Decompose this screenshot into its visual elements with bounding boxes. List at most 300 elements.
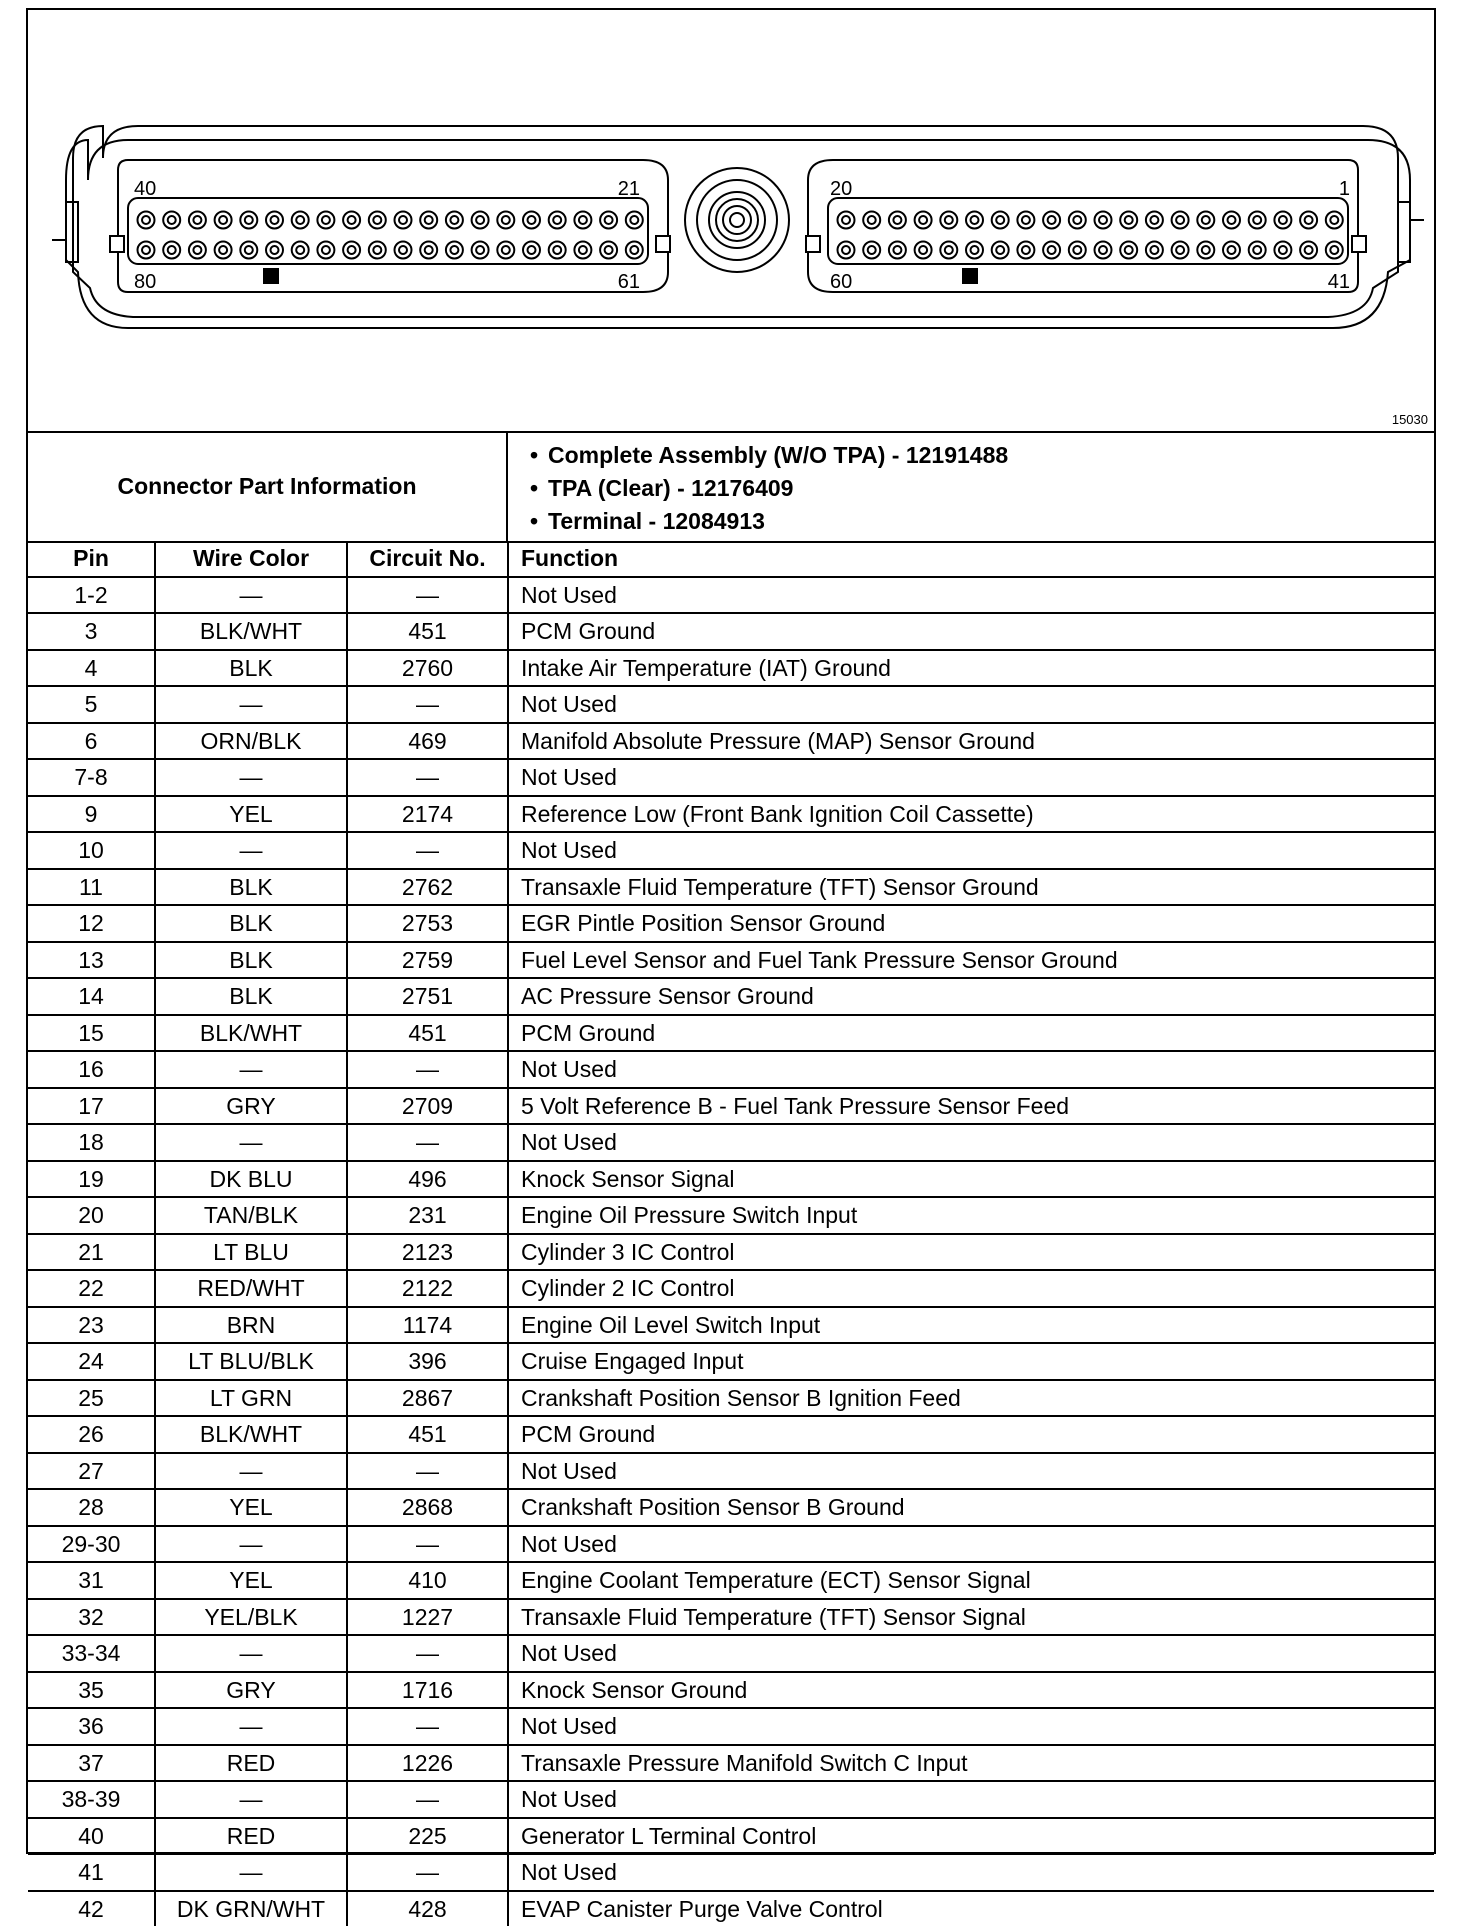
terminal-cavity <box>842 216 850 224</box>
terminal-cavity <box>219 216 227 224</box>
terminal-cavity <box>1043 212 1060 229</box>
function-cell: Knock Sensor Ground <box>508 1672 1434 1709</box>
terminal-cavity <box>1197 212 1214 229</box>
circuit-no-cell: 451 <box>347 1416 508 1453</box>
part-item <box>520 472 1008 505</box>
table-row <box>28 1781 1434 1818</box>
bullet-icon: • <box>520 439 548 472</box>
table-row <box>28 1343 1434 1380</box>
pin-cell: 3 <box>28 613 155 650</box>
pin-label-40: 40 <box>134 178 156 200</box>
table-row <box>28 1380 1434 1417</box>
table-row <box>28 942 1434 979</box>
wire-color-cell: BLK <box>155 905 347 942</box>
circuit-no-cell: 469 <box>347 723 508 760</box>
pin-cell: 27 <box>28 1453 155 1490</box>
terminal-cavity <box>317 212 334 229</box>
terminal-cavity <box>240 212 257 229</box>
function-cell: Not Used <box>508 1781 1434 1818</box>
function-cell: Not Used <box>508 1124 1434 1161</box>
terminal-cavity <box>1073 246 1081 254</box>
circuit-no-cell: 2868 <box>347 1489 508 1526</box>
wire-color-cell: — <box>155 1453 347 1490</box>
table-row <box>28 759 1434 796</box>
terminal-cavity <box>630 246 638 254</box>
pin-cell: 40 <box>28 1818 155 1855</box>
pin-label-60: 60 <box>830 271 852 293</box>
figure-number: 15030 <box>1392 412 1428 427</box>
terminal-cavity <box>476 216 484 224</box>
part-text: TPA (Clear) - 12176409 <box>548 475 793 501</box>
terminal-cavity <box>163 212 180 229</box>
terminal-cavity <box>271 216 279 224</box>
terminal-cavity <box>1279 216 1287 224</box>
circuit-no-cell: 231 <box>347 1197 508 1234</box>
terminal-cavity <box>1274 212 1291 229</box>
function-cell: Reference Low (Front Bank Ignition Coil Cassette) <box>508 796 1434 833</box>
bullet-icon: • <box>520 472 548 505</box>
pin-cell: 10 <box>28 832 155 869</box>
function-cell: Not Used <box>508 1854 1434 1891</box>
terminal-cavity <box>1326 212 1343 229</box>
terminal-cavity <box>472 242 489 259</box>
wire-color-cell: ORN/BLK <box>155 723 347 760</box>
wire-color-cell: — <box>155 1526 347 1563</box>
terminal-cavity <box>966 212 983 229</box>
circuit-no-cell: — <box>347 1453 508 1490</box>
terminal-cavity <box>915 242 932 259</box>
pin-cell: 6 <box>28 723 155 760</box>
function-cell: Cruise Engaged Input <box>508 1343 1434 1380</box>
header-pin: Pin <box>28 541 155 577</box>
terminal-cavity <box>579 216 587 224</box>
terminal-cavity <box>528 216 536 224</box>
terminal-cavity <box>450 216 458 224</box>
table-row <box>28 832 1434 869</box>
function-cell: Not Used <box>508 1708 1434 1745</box>
terminal-cavity <box>343 242 360 259</box>
terminal-cavity <box>1022 246 1030 254</box>
pin-cell: 17 <box>28 1088 155 1125</box>
function-cell: Transaxle Fluid Temperature (TFT) Sensor Signal <box>508 1599 1434 1636</box>
terminal-cavity <box>1069 212 1086 229</box>
terminal-cavity <box>971 216 979 224</box>
terminal-cavity <box>1249 242 1266 259</box>
wire-color-cell: — <box>155 1635 347 1672</box>
terminal-cavity <box>945 246 953 254</box>
terminal-cavity <box>292 242 309 259</box>
pin-cell: 4 <box>28 650 155 687</box>
pin-cell: 23 <box>28 1307 155 1344</box>
wire-color-cell: GRY <box>155 1672 347 1709</box>
pin-cell: 20 <box>28 1197 155 1234</box>
terminal-cavity <box>425 216 433 224</box>
terminal-cavity <box>940 242 957 259</box>
pin-cell: 33-34 <box>28 1635 155 1672</box>
terminal-cavity <box>369 212 386 229</box>
table-row <box>28 905 1434 942</box>
wire-color-cell: YEL <box>155 1562 347 1599</box>
terminal-cavity <box>348 216 356 224</box>
terminal-cavity <box>600 212 617 229</box>
table-row <box>28 1891 1434 1926</box>
wire-color-cell: — <box>155 832 347 869</box>
function-cell: Not Used <box>508 1051 1434 1088</box>
wire-color-cell: YEL <box>155 1489 347 1526</box>
table-row <box>28 1526 1434 1563</box>
pin-cell: 22 <box>28 1270 155 1307</box>
terminal-cavity <box>138 242 155 259</box>
terminal-cavity <box>296 216 304 224</box>
table-row <box>28 1599 1434 1636</box>
wire-color-cell: BLK/WHT <box>155 1416 347 1453</box>
terminal-cavity <box>1249 212 1266 229</box>
terminal-cavity <box>574 212 591 229</box>
terminal-cavity <box>1125 216 1133 224</box>
terminal-cavity <box>868 216 876 224</box>
table-row <box>28 1416 1434 1453</box>
circuit-no-cell: 1174 <box>347 1307 508 1344</box>
terminal-cavity <box>1202 246 1210 254</box>
pin-cell: 14 <box>28 978 155 1015</box>
function-cell: Transaxle Fluid Temperature (TFT) Sensor Ground <box>508 869 1434 906</box>
function-cell: EVAP Canister Purge Valve Control <box>508 1891 1434 1926</box>
part-text: Complete Assembly (W/O TPA) - 12191488 <box>548 442 1008 468</box>
table-row <box>28 577 1434 614</box>
wire-color-cell: LT BLU/BLK <box>155 1343 347 1380</box>
terminal-cavity <box>1022 216 1030 224</box>
function-cell: Not Used <box>508 686 1434 723</box>
circuit-no-cell: — <box>347 832 508 869</box>
function-cell: Crankshaft Position Sensor B Ground <box>508 1489 1434 1526</box>
pin-cell: 9 <box>28 796 155 833</box>
wire-color-cell: — <box>155 1708 347 1745</box>
terminal-cavity <box>420 242 437 259</box>
terminal-cavity <box>996 216 1004 224</box>
circuit-no-cell: 2123 <box>347 1234 508 1271</box>
terminal-cavity <box>605 216 613 224</box>
terminal-cavity <box>1305 246 1313 254</box>
function-cell: Cylinder 3 IC Control <box>508 1234 1434 1271</box>
terminal-cavity <box>168 216 176 224</box>
function-cell: Manifold Absolute Pressure (MAP) Sensor Ground <box>508 723 1434 760</box>
terminal-cavity <box>523 212 540 229</box>
terminal-cavity <box>163 242 180 259</box>
wire-color-cell: LT BLU <box>155 1234 347 1271</box>
terminal-cavity <box>472 212 489 229</box>
terminal-cavity <box>1274 242 1291 259</box>
terminal-cavity <box>1150 246 1158 254</box>
circuit-no-cell: 2760 <box>347 650 508 687</box>
function-cell: Not Used <box>508 1453 1434 1490</box>
pin-cell: 24 <box>28 1343 155 1380</box>
pin-label-41: 41 <box>1328 271 1350 293</box>
function-cell: Engine Oil Level Switch Input <box>508 1307 1434 1344</box>
terminal-cavity <box>868 246 876 254</box>
function-cell: PCM Ground <box>508 613 1434 650</box>
terminal-cavity <box>420 212 437 229</box>
function-cell: Not Used <box>508 832 1434 869</box>
terminal-cavity <box>142 246 150 254</box>
wire-color-cell: DK GRN/WHT <box>155 1891 347 1926</box>
terminal-cavity <box>574 242 591 259</box>
pin-cell: 21 <box>28 1234 155 1271</box>
pin-cell: 35 <box>28 1672 155 1709</box>
terminal-cavity <box>369 242 386 259</box>
function-cell: Not Used <box>508 577 1434 614</box>
function-cell: Crankshaft Position Sensor B Ignition Feed <box>508 1380 1434 1417</box>
pin-cell: 38-39 <box>28 1781 155 1818</box>
pin-label-20: 20 <box>830 178 852 200</box>
terminal-cavity <box>189 242 206 259</box>
terminal-cavity <box>138 212 155 229</box>
terminal-cavity <box>497 242 514 259</box>
pin-cell: 41 <box>28 1854 155 1891</box>
function-cell: Knock Sensor Signal <box>508 1161 1434 1198</box>
terminal-cavity <box>549 212 566 229</box>
circuit-no-cell: 1226 <box>347 1745 508 1782</box>
terminal-cavity <box>1150 216 1158 224</box>
part-item <box>520 505 1008 538</box>
table-row <box>28 1818 1434 1855</box>
terminal-cavity <box>1017 212 1034 229</box>
terminal-cavity <box>215 212 232 229</box>
table-row <box>28 796 1434 833</box>
terminal-cavity <box>446 212 463 229</box>
terminal-cavity <box>966 242 983 259</box>
terminal-cavity <box>893 216 901 224</box>
pin-label-80: 80 <box>134 271 156 293</box>
circuit-no-cell: 2709 <box>347 1088 508 1125</box>
terminal-cavity <box>1043 242 1060 259</box>
pin-label-61: 61 <box>618 271 640 293</box>
header-circuit-no: Circuit No. <box>347 541 508 577</box>
table-row <box>28 1197 1434 1234</box>
circuit-no-cell: — <box>347 1635 508 1672</box>
terminal-cavity <box>600 242 617 259</box>
circuit-no-cell: 1716 <box>347 1672 508 1709</box>
wire-color-cell: — <box>155 759 347 796</box>
terminal-cavity <box>1176 246 1184 254</box>
function-cell: Generator L Terminal Control <box>508 1818 1434 1855</box>
terminal-cavity <box>1330 216 1338 224</box>
terminal-cavity <box>1073 216 1081 224</box>
wire-color-cell: YEL/BLK <box>155 1599 347 1636</box>
circuit-no-cell: 2759 <box>347 942 508 979</box>
terminal-cavities <box>138 212 1343 259</box>
terminal-cavity <box>553 216 561 224</box>
pin-label-21: 21 <box>618 178 640 200</box>
table-row <box>28 1562 1434 1599</box>
circuit-no-cell: 410 <box>347 1562 508 1599</box>
connector-face-diagram <box>28 10 1434 431</box>
terminal-cavity <box>863 212 880 229</box>
terminal-cavity <box>168 246 176 254</box>
terminal-cavity <box>1228 216 1236 224</box>
terminal-cavity <box>193 216 201 224</box>
wire-color-cell: BLK <box>155 869 347 906</box>
circuit-no-cell: — <box>347 1708 508 1745</box>
wire-color-cell: YEL <box>155 796 347 833</box>
pin-cell: 7-8 <box>28 759 155 796</box>
connector-pinout-document <box>26 8 1436 1854</box>
terminal-cavity <box>502 246 510 254</box>
terminal-cavity <box>1197 242 1214 259</box>
terminal-cavity <box>1279 246 1287 254</box>
function-cell: AC Pressure Sensor Ground <box>508 978 1434 1015</box>
pin-cell: 42 <box>28 1891 155 1926</box>
terminal-cavity <box>528 246 536 254</box>
terminal-cavity <box>1253 216 1261 224</box>
pin-cell: 25 <box>28 1380 155 1417</box>
wire-color-cell: — <box>155 1124 347 1161</box>
circuit-no-cell: 496 <box>347 1161 508 1198</box>
circuit-no-cell: — <box>347 1854 508 1891</box>
pin-cell: 5 <box>28 686 155 723</box>
terminal-cavity <box>1048 246 1056 254</box>
table-row <box>28 1051 1434 1088</box>
terminal-cavity <box>399 216 407 224</box>
wire-color-cell: — <box>155 577 347 614</box>
terminal-cavity <box>915 212 932 229</box>
terminal-cavity <box>215 242 232 259</box>
circuit-no-cell: 2751 <box>347 978 508 1015</box>
table-row <box>28 978 1434 1015</box>
terminal-cavity <box>193 246 201 254</box>
terminal-cavity <box>399 246 407 254</box>
table-row <box>28 613 1434 650</box>
wire-color-cell: — <box>155 686 347 723</box>
function-cell: Not Used <box>508 759 1434 796</box>
function-cell: Not Used <box>508 1526 1434 1563</box>
table-row <box>28 1708 1434 1745</box>
terminal-cavity <box>553 246 561 254</box>
terminal-cavity <box>992 212 1009 229</box>
terminal-cavity <box>971 246 979 254</box>
pin-table <box>28 541 1434 1926</box>
function-cell: Engine Coolant Temperature (ECT) Sensor Signal <box>508 1562 1434 1599</box>
terminal-cavity <box>838 212 855 229</box>
circuit-no-cell: — <box>347 1124 508 1161</box>
terminal-cavity <box>630 216 638 224</box>
terminal-cavity <box>425 246 433 254</box>
terminal-cavity <box>893 246 901 254</box>
function-cell: Fuel Level Sensor and Fuel Tank Pressure Sensor Ground <box>508 942 1434 979</box>
terminal-cavity <box>1069 242 1086 259</box>
terminal-cavity <box>450 246 458 254</box>
pin-cell: 32 <box>28 1599 155 1636</box>
pin-cell: 31 <box>28 1562 155 1599</box>
table-header-row <box>28 541 1434 577</box>
terminal-cavity <box>266 212 283 229</box>
terminal-cavity <box>189 212 206 229</box>
terminal-cavity <box>395 242 412 259</box>
table-row <box>28 1854 1434 1891</box>
terminal-cavity <box>1223 212 1240 229</box>
terminal-cavity <box>219 246 227 254</box>
table-row <box>28 1635 1434 1672</box>
terminal-cavity <box>373 216 381 224</box>
circuit-no-cell: — <box>347 759 508 796</box>
table-row <box>28 1124 1434 1161</box>
terminal-cavity <box>605 246 613 254</box>
terminal-cavity <box>1125 246 1133 254</box>
terminal-cavity <box>889 242 906 259</box>
pin-cell: 18 <box>28 1124 155 1161</box>
wire-color-cell: BLK <box>155 650 347 687</box>
table-row <box>28 686 1434 723</box>
terminal-cavity <box>1202 216 1210 224</box>
terminal-cavity <box>271 246 279 254</box>
terminal-cavity <box>940 212 957 229</box>
circuit-no-cell: — <box>347 1051 508 1088</box>
terminal-cavity <box>626 212 643 229</box>
terminal-cavity <box>348 246 356 254</box>
table-row <box>28 1088 1434 1125</box>
pin-label-1: 1 <box>1339 178 1350 200</box>
pin-cell: 36 <box>28 1708 155 1745</box>
table-row <box>28 869 1434 906</box>
terminal-cavity <box>245 216 253 224</box>
terminal-cavity <box>1176 216 1184 224</box>
terminal-cavity <box>1330 246 1338 254</box>
wire-color-cell: — <box>155 1781 347 1818</box>
terminal-cavity <box>1223 242 1240 259</box>
terminal-cavity <box>322 246 330 254</box>
wire-color-cell: BLK <box>155 942 347 979</box>
terminal-cavity <box>919 216 927 224</box>
pin-table-body <box>28 577 1434 1926</box>
table-row <box>28 1489 1434 1526</box>
terminal-cavity <box>497 212 514 229</box>
terminal-cavity <box>446 242 463 259</box>
terminal-cavity <box>343 212 360 229</box>
wire-color-cell: GRY <box>155 1088 347 1125</box>
terminal-cavity <box>1172 212 1189 229</box>
pin-cell: 26 <box>28 1416 155 1453</box>
terminal-cavity <box>373 246 381 254</box>
terminal-cavity <box>1146 242 1163 259</box>
circuit-no-cell: 225 <box>347 1818 508 1855</box>
terminal-cavity <box>1120 242 1137 259</box>
circuit-no-cell: — <box>347 1526 508 1563</box>
terminal-cavity <box>523 242 540 259</box>
terminal-cavity <box>296 246 304 254</box>
terminal-cavity <box>1305 216 1313 224</box>
function-cell: Intake Air Temperature (IAT) Ground <box>508 650 1434 687</box>
terminal-cavity <box>1228 246 1236 254</box>
function-cell: PCM Ground <box>508 1015 1434 1052</box>
part-text: Terminal - 12084913 <box>548 508 765 534</box>
terminal-cavity <box>945 216 953 224</box>
wire-color-cell: RED/WHT <box>155 1270 347 1307</box>
terminal-cavity <box>1253 246 1261 254</box>
terminal-cavity <box>1300 212 1317 229</box>
pin-cell: 19 <box>28 1161 155 1198</box>
header-wire-color: Wire Color <box>155 541 347 577</box>
connector-part-information <box>28 431 1434 543</box>
terminal-cavity <box>1017 242 1034 259</box>
circuit-no-cell: 1227 <box>347 1599 508 1636</box>
terminal-cavity <box>395 212 412 229</box>
function-cell: Cylinder 2 IC Control <box>508 1270 1434 1307</box>
function-cell: EGR Pintle Position Sensor Ground <box>508 905 1434 942</box>
terminal-cavity <box>1146 212 1163 229</box>
terminal-cavity <box>1048 216 1056 224</box>
terminal-cavity <box>1300 242 1317 259</box>
table-row <box>28 1015 1434 1052</box>
table-row <box>28 1672 1434 1709</box>
